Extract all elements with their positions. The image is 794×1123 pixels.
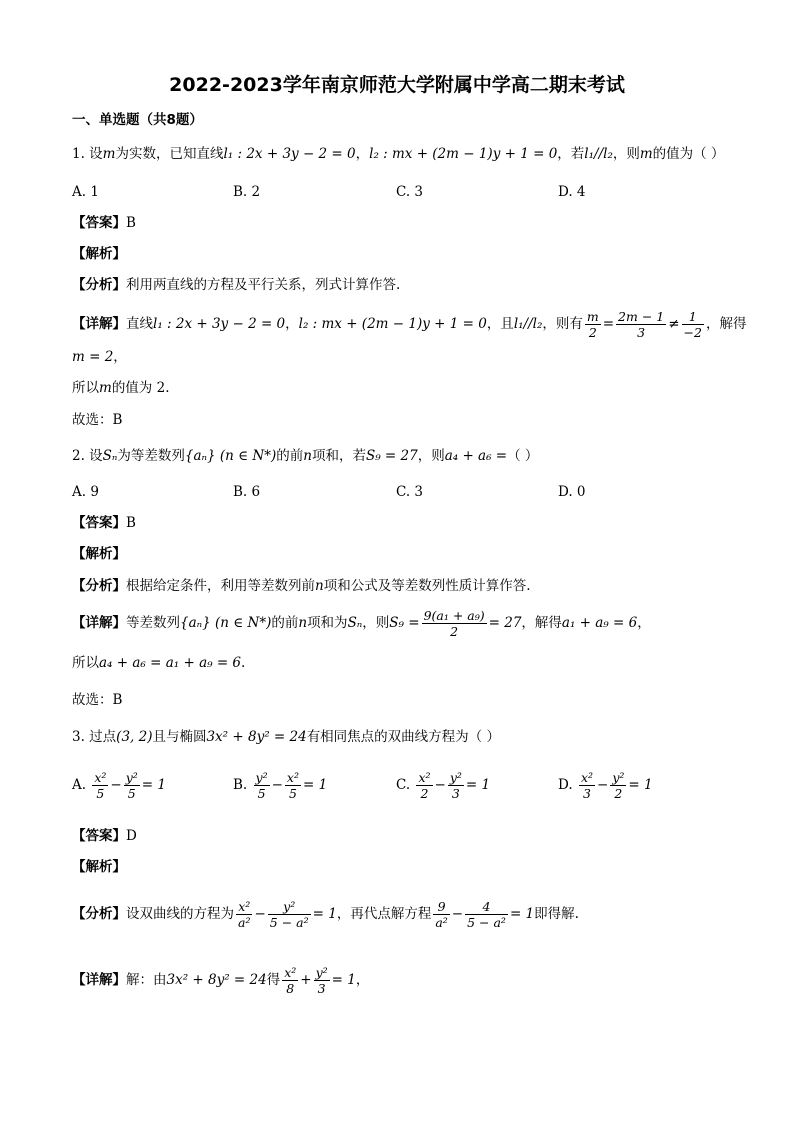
- q2-condition: S₉ = 27: [365, 448, 418, 464]
- frac-den: a²: [435, 915, 448, 930]
- frac: [285, 770, 301, 801]
- q3-option-c: [396, 770, 490, 801]
- fenxi-tag: 【分析】: [72, 277, 126, 293]
- frac: [314, 965, 330, 996]
- q2-option-d: D. 0: [558, 484, 586, 500]
- detail-text-4: ，解得: [705, 316, 747, 332]
- q3-option-d: [558, 770, 653, 801]
- frac-den: 2: [450, 624, 459, 639]
- minus: −: [451, 906, 464, 922]
- q1-sep: ，: [355, 146, 370, 162]
- frac-den: 8: [286, 981, 295, 996]
- equals-one: = 1: [465, 777, 491, 793]
- frac-num: m: [586, 309, 599, 324]
- answer-value: B: [126, 515, 136, 531]
- option-label: A.: [72, 777, 87, 793]
- detail-text-2: 得: [266, 972, 281, 988]
- q2-choose: 故选：B: [72, 692, 123, 708]
- detail-text-4: ，则: [362, 615, 390, 631]
- q2-text-2: 的前: [276, 448, 304, 464]
- fenxi-tag: 【分析】: [72, 578, 126, 594]
- q2-expression: a₄ + a₆ =: [444, 448, 508, 464]
- q3-end: 有相同焦点的双曲线方程为（ ）: [306, 729, 500, 745]
- detail-text: 等差数列: [126, 615, 180, 631]
- fenxi-n: n: [315, 578, 324, 594]
- minus: −: [597, 777, 609, 793]
- detail-text: 解：由: [126, 972, 167, 988]
- frac-num: 9: [433, 899, 449, 915]
- frac-den: −2: [683, 325, 702, 340]
- frac: [282, 965, 298, 996]
- q1-option-d: D. 4: [558, 184, 586, 200]
- frac-den: a²: [238, 915, 251, 930]
- q2-end: （ ）: [507, 448, 539, 464]
- frac-den: 3: [637, 325, 646, 340]
- q2-n: n: [303, 448, 312, 464]
- frac-num: 9(a₁ + a₉): [423, 608, 485, 623]
- detail-text-2: ，且: [486, 316, 514, 332]
- answer-tag: 【答案】: [72, 215, 126, 231]
- detail-sequence: {aₙ} (n ∈ N*): [180, 615, 272, 631]
- q3-option-b: [233, 770, 327, 801]
- fraction-1-neg2: [682, 309, 704, 340]
- detail-text-5: ，解得: [521, 615, 562, 631]
- option-label: B.: [233, 777, 248, 793]
- detail-text-3: ，则有: [542, 316, 583, 332]
- equals-one: = 1: [302, 777, 328, 793]
- fenxi-text-2: 项和公式及等差数列性质计算作答.: [323, 578, 531, 594]
- frac-num: x²: [286, 770, 299, 785]
- q2-sn: Sₙ: [102, 448, 118, 464]
- q1-prefix: 1. 设: [72, 146, 103, 162]
- question-1: [72, 144, 724, 164]
- frac-den: 5 − a²: [269, 915, 309, 930]
- question-2: [72, 446, 538, 466]
- minus: −: [110, 777, 122, 793]
- detail-tag: 【详解】: [72, 316, 126, 332]
- frac-den: 5: [127, 786, 136, 801]
- plus: +: [300, 972, 312, 988]
- minus: −: [271, 777, 283, 793]
- frac-num: y²: [255, 770, 268, 785]
- detail-n: n: [298, 615, 308, 631]
- so-text: 所以: [72, 380, 99, 396]
- detail-end: ，: [355, 972, 370, 988]
- frac: [236, 899, 252, 930]
- q3-analysis-tag: 【解析】: [72, 859, 126, 875]
- q1-line-l2: l₂ : mx + (2m − 1)y + 1 = 0: [369, 146, 558, 162]
- fenxi-text: 设双曲线的方程为: [126, 906, 234, 922]
- so-end: .: [241, 655, 246, 671]
- option-label: D.: [558, 777, 573, 793]
- option-label: C.: [396, 777, 411, 793]
- answer-value: B: [126, 215, 136, 231]
- so-text-2: 的值为 2.: [111, 380, 170, 396]
- q3-detail: [72, 962, 369, 998]
- detail-parallel: l₁//l₂: [513, 316, 543, 332]
- detail-text: 直线: [126, 316, 153, 332]
- frac-num: x²: [580, 770, 593, 785]
- detail-text-3: 项和为: [307, 615, 348, 631]
- frac-num: y²: [125, 770, 138, 785]
- detail-text-2: 的前: [271, 615, 299, 631]
- q1-parallel: l₁//l₂: [584, 146, 613, 162]
- frac-num: y²: [612, 770, 625, 785]
- frac: [610, 770, 626, 801]
- frac-num: 4: [465, 899, 508, 915]
- q1-detail-line2: [72, 347, 127, 367]
- q1-var-2: m: [639, 146, 653, 162]
- frac: [268, 899, 311, 930]
- q2-answer: [72, 513, 136, 533]
- frac-den: 5: [257, 786, 266, 801]
- frac-den: 5 − a²: [467, 915, 506, 930]
- q3-prefix: 3. 过点: [72, 729, 117, 745]
- q1-option-b: B. 2: [233, 184, 261, 200]
- q1-fenxi: [72, 275, 400, 295]
- q1-text-2: ，若: [557, 146, 585, 162]
- q1-answer: [72, 213, 136, 233]
- fraction-m-2: [585, 309, 601, 340]
- q3-answer: [72, 826, 137, 846]
- q1-option-a: A. 1: [72, 184, 99, 200]
- frac-num: x²: [236, 899, 252, 915]
- q2-conclusion: [72, 653, 245, 673]
- detail-eq: = 27: [488, 615, 522, 631]
- frac: [124, 770, 140, 801]
- q2-option-b: B. 6: [233, 484, 261, 500]
- detail-end: ，: [637, 615, 651, 631]
- detail-l2: l₂ : mx + (2m − 1)y + 1 = 0: [298, 316, 487, 332]
- q3-point: (3, 2): [116, 729, 153, 745]
- section-heading: 一、单选题（共8题）: [72, 112, 203, 128]
- detail-tag: 【详解】: [72, 615, 126, 631]
- frac-num: y²: [449, 770, 462, 785]
- equals-one: = 1: [331, 972, 356, 988]
- detail-result: a₁ + a₉ = 6: [561, 615, 638, 631]
- frac-den: 2: [614, 786, 623, 801]
- page-title: 2022-2023学年南京师范大学附属中学高二期末考试: [169, 74, 625, 96]
- fenxi-text: 利用两直线的方程及平行关系，列式计算作答.: [126, 277, 401, 293]
- fenxi-text: 根据给定条件，利用等差数列前: [126, 578, 315, 594]
- frac: [416, 770, 432, 801]
- q2-text: 为等差数列: [117, 448, 185, 464]
- q1-text: 为实数，已知直线: [115, 146, 224, 162]
- frac-num: x²: [418, 770, 431, 785]
- answer-tag: 【答案】: [72, 828, 126, 844]
- q3-ellipse: 3x² + 8y² = 24: [206, 729, 307, 745]
- frac: [465, 899, 508, 930]
- minus: −: [254, 906, 266, 922]
- q2-option-a: A. 9: [72, 484, 99, 500]
- frac-num: y²: [268, 899, 311, 915]
- q1-text-3: ，则: [612, 146, 640, 162]
- frac: [579, 770, 595, 801]
- q2-option-c: C. 3: [396, 484, 424, 500]
- equals-one: = 1: [509, 906, 535, 922]
- frac-den: 3: [451, 786, 460, 801]
- detail-tag: 【详解】: [72, 972, 126, 988]
- q2-sequence: {aₙ} (n ∈ N*): [184, 448, 277, 464]
- detail-l1: l₁ : 2x + 3y − 2 = 0: [153, 316, 286, 332]
- frac-num: 2m − 1: [618, 309, 665, 324]
- q1-analysis-tag: 【解析】: [72, 246, 126, 262]
- frac-den: 5: [288, 786, 297, 801]
- q2-prefix: 2. 设: [72, 448, 103, 464]
- question-3: [72, 727, 500, 747]
- q2-text-4: ，则: [417, 448, 445, 464]
- q2-detail: [72, 605, 651, 641]
- q1-choose: 故选：B: [72, 412, 123, 428]
- detail-equation: 3x² + 8y² = 24: [166, 972, 267, 988]
- frac-den: 3: [582, 786, 591, 801]
- detail-s9: S₉ =: [389, 615, 420, 631]
- detail-result: m = 2: [72, 349, 114, 365]
- equals-one: = 1: [628, 777, 653, 793]
- so-expression: a₄ + a₆ = a₁ + a₉ = 6: [99, 655, 242, 671]
- frac-num: y²: [315, 965, 328, 980]
- frac-den: 3: [317, 981, 326, 996]
- answer-tag: 【答案】: [72, 515, 126, 531]
- fenxi-tag: 【分析】: [72, 906, 126, 922]
- frac: [254, 770, 270, 801]
- detail-sep: ，: [285, 316, 299, 332]
- equals-one: = 1: [312, 906, 337, 922]
- frac-den: 5: [96, 786, 105, 801]
- fenxi-text-3: 即得解.: [534, 906, 579, 922]
- so-text: 所以: [72, 655, 99, 671]
- answer-value: D: [126, 828, 137, 844]
- frac-den: 2: [420, 786, 429, 801]
- frac-den: 2: [588, 325, 597, 340]
- frac-num: 1: [682, 309, 704, 325]
- minus: −: [434, 777, 446, 793]
- fraction-2m-1-3: [616, 309, 666, 340]
- q2-analysis-tag: 【解析】: [72, 546, 126, 562]
- equals: =: [602, 316, 615, 332]
- frac: [448, 770, 464, 801]
- q3-text: 且与椭圆: [152, 729, 207, 745]
- q1-detail: [72, 306, 746, 342]
- equals-one: = 1: [141, 777, 166, 793]
- frac: [433, 899, 449, 930]
- frac-num: x²: [284, 965, 297, 980]
- fraction-sum: [422, 608, 487, 639]
- fenxi-text-2: ，再代点解方程: [336, 906, 432, 922]
- detail-sn: Sₙ: [347, 615, 363, 631]
- so-var: m: [99, 380, 112, 396]
- q2-fenxi: [72, 576, 531, 596]
- q3-fenxi: [72, 896, 579, 932]
- q1-var: m: [102, 146, 116, 162]
- q1-line-l1: l₁ : 2x + 3y − 2 = 0: [223, 146, 356, 162]
- q1-end: 的值为（ ）: [652, 146, 725, 162]
- frac: [92, 770, 108, 801]
- frac-num: x²: [94, 770, 107, 785]
- q1-option-c: C. 3: [396, 184, 424, 200]
- q1-conclusion: [72, 378, 169, 398]
- q3-option-a: [72, 770, 166, 801]
- detail-end: ，: [113, 349, 127, 365]
- q2-text-3: 项和，若: [311, 448, 366, 464]
- not-equal: ≠: [668, 316, 680, 332]
